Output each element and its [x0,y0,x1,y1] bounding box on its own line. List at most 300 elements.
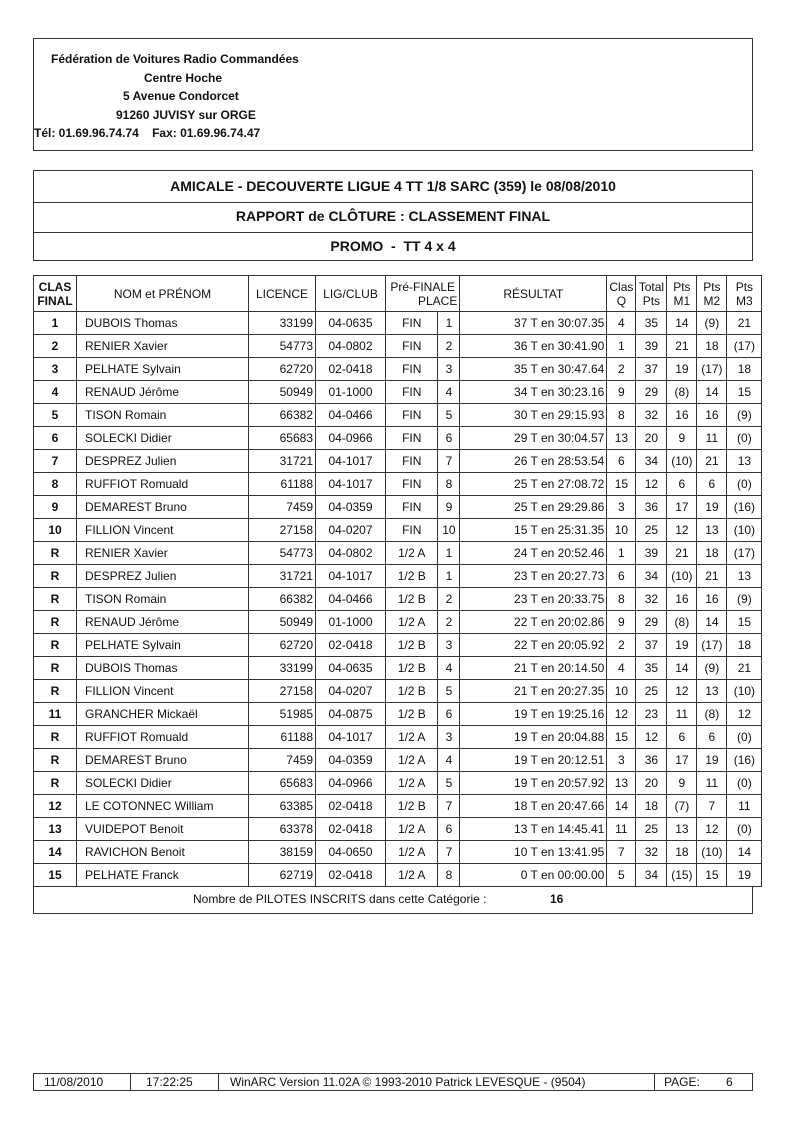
row-m3: (10) [727,519,762,542]
row-prefinale: FIN [386,312,438,335]
row-m1: 6 [667,473,697,496]
row-place: 1 [438,542,460,565]
footer-divider [654,1074,655,1090]
row-prefinale: 1/2 B [386,565,438,588]
row-total: 32 [636,404,667,427]
row-clas-q: 4 [607,657,636,680]
row-nom: DUBOIS Thomas [77,657,249,680]
pilot-count-label: Nombre de PILOTES INSCRITS dans cette Catégorie : [193,892,487,906]
row-licence: 33199 [249,312,316,335]
row-place: 4 [438,749,460,772]
col-clasq-top: Clas [609,279,634,294]
row-m1: 21 [667,542,697,565]
row-m2: 11 [697,427,727,450]
row-club: 02-0418 [316,818,386,841]
row-clas-q: 10 [607,519,636,542]
row-m1: 18 [667,841,697,864]
row-total: 34 [636,864,667,887]
pilot-count-value: 16 [550,892,564,906]
col-place-label: PLACE [418,293,458,308]
row-clas: 5 [34,404,77,427]
row-m2: 18 [697,335,727,358]
pilot-count-summary [33,886,753,914]
row-clas-q: 13 [607,772,636,795]
row-licence: 50949 [249,381,316,404]
row-prefinale: FIN [386,335,438,358]
row-nom: TISON Romain [77,588,249,611]
row-licence: 38159 [249,841,316,864]
row-m3: 15 [727,381,762,404]
row-club: 04-0466 [316,588,386,611]
col-pts-m3 [727,276,762,312]
row-clas-q: 6 [607,450,636,473]
row-m3: (9) [727,404,762,427]
row-m1: 11 [667,703,697,726]
row-m1: 6 [667,726,697,749]
row-clas: 10 [34,519,77,542]
row-resultat: 36 T en 30:41.90 [460,335,607,358]
row-prefinale: 1/2 A [386,772,438,795]
row-licence: 63385 [249,795,316,818]
row-clas: 7 [34,450,77,473]
row-clas: 8 [34,473,77,496]
row-club: 04-0207 [316,519,386,542]
footer-divider [218,1074,219,1090]
row-m2: (8) [697,703,727,726]
row-clas: 3 [34,358,77,381]
table-row [34,450,762,473]
row-m2: 13 [697,519,727,542]
col-clasq-bottom: Q [616,293,627,308]
row-place: 3 [438,358,460,381]
col-m2-bottom: M2 [703,293,721,308]
row-prefinale: FIN [386,519,438,542]
row-total: 20 [636,772,667,795]
row-clas: R [34,634,77,657]
row-club: 04-0635 [316,312,386,335]
row-club: 04-0802 [316,335,386,358]
table-row [34,312,762,335]
row-m3: (17) [727,542,762,565]
row-m1: (8) [667,611,697,634]
row-clas: 13 [34,818,77,841]
col-lig-club: LIG/CLUB [316,276,386,312]
row-club: 01-1000 [316,381,386,404]
row-place: 5 [438,404,460,427]
row-m1: (10) [667,565,697,588]
row-place: 8 [438,864,460,887]
row-licence: 27158 [249,519,316,542]
row-place: 1 [438,312,460,335]
row-place: 6 [438,703,460,726]
col-total-pts [636,276,667,312]
row-place: 7 [438,795,460,818]
row-total: 29 [636,381,667,404]
row-place: 8 [438,473,460,496]
row-resultat: 34 T en 30:23.16 [460,381,607,404]
row-clas: R [34,565,77,588]
row-prefinale: FIN [386,404,438,427]
row-m1: 16 [667,588,697,611]
row-prefinale: 1/2 A [386,726,438,749]
row-club: 02-0418 [316,864,386,887]
table-row [34,864,762,887]
row-m3: 13 [727,565,762,588]
row-m3: 15 [727,611,762,634]
col-m1-bottom: M1 [673,293,691,308]
row-nom: DESPREZ Julien [77,450,249,473]
row-total: 25 [636,519,667,542]
row-nom: PELHATE Sylvain [77,358,249,381]
row-club: 01-1000 [316,611,386,634]
row-clas-q: 1 [607,542,636,565]
col-m3-top: Pts [735,279,754,294]
row-m3: 19 [727,864,762,887]
row-m2: 14 [697,611,727,634]
col-final-label: FINAL [37,293,73,308]
col-m3-bottom: M3 [736,293,753,308]
row-clas-q: 11 [607,818,636,841]
row-resultat: 29 T en 30:04.57 [460,427,607,450]
row-clas: R [34,680,77,703]
row-m3: 13 [727,450,762,473]
row-resultat: 22 T en 20:05.92 [460,634,607,657]
table-row [34,542,762,565]
row-club: 04-0207 [316,680,386,703]
row-total: 25 [636,818,667,841]
row-club: 04-1017 [316,565,386,588]
row-total: 23 [636,703,667,726]
row-m3: (16) [727,496,762,519]
row-m2: 12 [697,818,727,841]
row-clas: R [34,726,77,749]
row-m3: (0) [727,473,762,496]
table-row [34,703,762,726]
row-resultat: 25 T en 27:08.72 [460,473,607,496]
federation-city: 91260 JUVISY sur ORGE [116,108,256,122]
row-nom: DESPREZ Julien [77,565,249,588]
row-m2: 16 [697,588,727,611]
row-clas: 4 [34,381,77,404]
row-nom: SOLECKI Didier [77,772,249,795]
row-resultat: 10 T en 13:41.95 [460,841,607,864]
row-clas: 6 [34,427,77,450]
row-m1: 19 [667,358,697,381]
table-row [34,611,762,634]
row-club: 02-0418 [316,634,386,657]
federation-header [33,38,753,151]
table-row [34,496,762,519]
row-place: 2 [438,588,460,611]
row-clas: R [34,772,77,795]
row-total: 32 [636,588,667,611]
row-nom: RUFFIOT Romuald [77,473,249,496]
row-resultat: 15 T en 25:31.35 [460,519,607,542]
row-m1: 17 [667,496,697,519]
row-clas: 12 [34,795,77,818]
row-m1: 13 [667,818,697,841]
col-m2-top: Pts [703,279,721,294]
table-row [34,726,762,749]
row-clas-q: 5 [607,864,636,887]
row-m2: 19 [697,496,727,519]
row-clas: 2 [34,335,77,358]
row-total: 20 [636,427,667,450]
row-clas-q: 7 [607,841,636,864]
col-total-bottom: Pts [642,293,661,308]
row-resultat: 18 T en 20:47.66 [460,795,607,818]
table-row [34,335,762,358]
row-clas-q: 14 [607,795,636,818]
row-m3: (0) [727,818,762,841]
row-place: 3 [438,726,460,749]
table-row [34,404,762,427]
row-m2: 13 [697,680,727,703]
row-clas-q: 3 [607,749,636,772]
row-clas-q: 8 [607,404,636,427]
row-prefinale: 1/2 A [386,542,438,565]
row-place: 4 [438,381,460,404]
row-club: 04-0359 [316,496,386,519]
row-place: 6 [438,818,460,841]
row-licence: 54773 [249,335,316,358]
row-clas: 1 [34,312,77,335]
row-m2: 16 [697,404,727,427]
col-clas-q [607,276,636,312]
row-m1: 17 [667,749,697,772]
row-place: 2 [438,335,460,358]
row-m2: 7 [697,795,727,818]
row-prefinale: 1/2 B [386,795,438,818]
row-m3: (0) [727,427,762,450]
row-m3: (0) [727,772,762,795]
category-title: PROMO - TT 4 x 4 [330,238,456,254]
row-place: 5 [438,772,460,795]
row-m3: (0) [727,726,762,749]
row-licence: 61188 [249,473,316,496]
row-nom: SOLECKI Didier [77,427,249,450]
row-m1: (15) [667,864,697,887]
row-nom: PELHATE Franck [77,864,249,887]
table-row [34,473,762,496]
row-m3: (17) [727,335,762,358]
table-header-row [34,276,762,312]
row-resultat: 23 T en 20:33.75 [460,588,607,611]
federation-centre: Centre Hoche [144,71,223,85]
row-total: 35 [636,657,667,680]
federation-name: Fédération de Voitures Radio Commandées [51,52,299,66]
row-nom: RENAUD Jérôme [77,381,249,404]
row-nom: DUBOIS Thomas [77,312,249,335]
row-place: 7 [438,450,460,473]
row-clas: 11 [34,703,77,726]
row-m2: 14 [697,381,727,404]
row-nom: FILLION Vincent [77,519,249,542]
row-licence: 7459 [249,749,316,772]
row-m1: (8) [667,381,697,404]
row-clas: R [34,588,77,611]
row-clas-q: 10 [607,680,636,703]
row-resultat: 22 T en 20:02.86 [460,611,607,634]
row-nom: RAVICHON Benoit [77,841,249,864]
row-resultat: 19 T en 20:12.51 [460,749,607,772]
col-pts-m2 [697,276,727,312]
table-row [34,772,762,795]
federation-street: 5 Avenue Condorcet [123,89,239,103]
row-nom: PELHATE Sylvain [77,634,249,657]
row-place: 7 [438,841,460,864]
row-clas-q: 1 [607,335,636,358]
row-m2: (17) [697,634,727,657]
table-row [34,634,762,657]
row-m1: 16 [667,404,697,427]
table-row [34,427,762,450]
row-prefinale: FIN [386,496,438,519]
row-prefinale: FIN [386,358,438,381]
row-prefinale: 1/2 A [386,749,438,772]
table-row [34,749,762,772]
row-club: 04-0359 [316,749,386,772]
title-divider [34,232,752,233]
row-club: 04-1017 [316,726,386,749]
row-club: 04-0650 [316,841,386,864]
row-m2: 18 [697,542,727,565]
row-licence: 62720 [249,634,316,657]
row-place: 3 [438,634,460,657]
row-club: 02-0418 [316,358,386,381]
row-place: 10 [438,519,460,542]
row-licence: 31721 [249,565,316,588]
row-nom: VUIDEPOT Benoit [77,818,249,841]
row-prefinale: FIN [386,427,438,450]
row-nom: LE COTONNEC William [77,795,249,818]
row-prefinale: 1/2 B [386,680,438,703]
table-row [34,795,762,818]
col-clas-final [34,276,77,312]
print-footer [33,1073,753,1091]
row-resultat: 37 T en 30:07.35 [460,312,607,335]
row-club: 02-0418 [316,795,386,818]
row-m3: (10) [727,680,762,703]
title-divider [34,202,752,203]
row-place: 9 [438,496,460,519]
row-m2: (17) [697,358,727,381]
row-total: 34 [636,450,667,473]
table-row [34,381,762,404]
row-m3: 21 [727,312,762,335]
row-place: 2 [438,611,460,634]
row-prefinale: 1/2 B [386,703,438,726]
row-clas: 9 [34,496,77,519]
row-nom: TISON Romain [77,404,249,427]
row-club: 04-1017 [316,473,386,496]
row-prefinale: 1/2 B [386,588,438,611]
row-resultat: 21 T en 20:14.50 [460,657,607,680]
row-resultat: 26 T en 28:53.54 [460,450,607,473]
row-resultat: 21 T en 20:27.35 [460,680,607,703]
row-m3: 18 [727,358,762,381]
row-m1: 9 [667,772,697,795]
row-m1: (7) [667,795,697,818]
row-clas-q: 15 [607,473,636,496]
row-m2: (9) [697,312,727,335]
row-m2: 21 [697,450,727,473]
col-prefinale-place [386,276,460,312]
row-resultat: 35 T en 30:47.64 [460,358,607,381]
report-title: RAPPORT de CLÔTURE : CLASSEMENT FINAL [235,208,551,224]
row-m3: 21 [727,657,762,680]
col-nom-prenom: NOM et PRÉNOM [77,276,249,312]
page-label: PAGE: [664,1075,700,1089]
row-m1: 19 [667,634,697,657]
row-total: 12 [636,473,667,496]
row-resultat: 30 T en 29:15.93 [460,404,607,427]
row-licence: 65683 [249,772,316,795]
row-club: 04-1017 [316,450,386,473]
row-m1: 14 [667,312,697,335]
row-nom: RENIER Xavier [77,542,249,565]
row-licence: 33199 [249,657,316,680]
page-number: 6 [726,1075,733,1089]
row-clas: R [34,749,77,772]
row-nom: DEMAREST Bruno [77,496,249,519]
row-clas-q: 8 [607,588,636,611]
row-prefinale: 1/2 A [386,864,438,887]
footer-divider [130,1074,131,1090]
row-place: 4 [438,657,460,680]
row-club: 04-0966 [316,427,386,450]
table-row [34,657,762,680]
col-clas-label: CLAS [38,279,72,294]
row-licence: 66382 [249,404,316,427]
table-row [34,358,762,381]
row-m1: 21 [667,335,697,358]
results-body [34,312,762,887]
row-resultat: 19 T en 19:25.16 [460,703,607,726]
row-m1: 9 [667,427,697,450]
row-nom: DEMAREST Bruno [77,749,249,772]
row-resultat: 25 T en 29:29.86 [460,496,607,519]
row-m2: 15 [697,864,727,887]
row-clas-q: 9 [607,381,636,404]
row-club: 04-0802 [316,542,386,565]
row-resultat: 24 T en 20:52.46 [460,542,607,565]
row-licence: 61188 [249,726,316,749]
row-licence: 50949 [249,611,316,634]
results-table [33,275,762,887]
row-m2: 19 [697,749,727,772]
row-m1: 12 [667,519,697,542]
row-clas-q: 13 [607,427,636,450]
row-clas-q: 4 [607,312,636,335]
row-nom: RENAUD Jérôme [77,611,249,634]
row-m1: 14 [667,657,697,680]
row-club: 04-0966 [316,772,386,795]
table-row [34,565,762,588]
row-total: 36 [636,496,667,519]
federation-phone-fax: Tél: 01.69.96.74.74 Fax: 01.69.96.74.47 [34,126,261,140]
row-total: 25 [636,680,667,703]
print-time: 17:22:25 [146,1075,193,1089]
table-row [34,588,762,611]
row-m3: 12 [727,703,762,726]
row-m3: (9) [727,588,762,611]
software-credit: WinARC Version 11.02A © 1993-2010 Patrick LEVESQUE - (9504) [230,1075,586,1089]
row-clas-q: 2 [607,634,636,657]
col-total-top: Total [638,279,665,294]
row-m2: 6 [697,726,727,749]
row-m3: 18 [727,634,762,657]
